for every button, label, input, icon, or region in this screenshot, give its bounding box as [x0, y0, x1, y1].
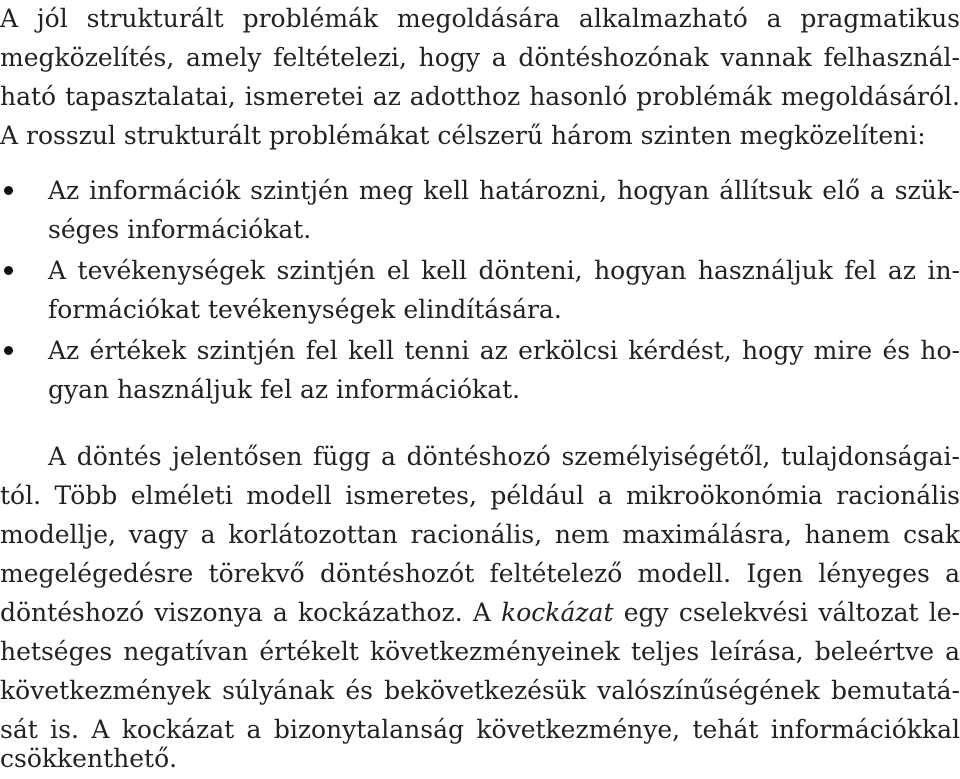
- intro-line-2: megközelítés, amely feltételezi, hogy a döntéshozónak vannak felhasznál-: [0, 43, 960, 72]
- term-kockazat: kockázat: [501, 598, 614, 627]
- paragraph-2-line-6: hetséges negatívan értékelt következményeinek teljes leírása, beleértve a: [0, 637, 960, 666]
- paragraph-2-line-3: modellje, vagy a korlátozottan racionális, nem maximálásra, hanem csak: [0, 520, 960, 549]
- paragraph-2-line-7: következmények súlyának és bekövetkezésük valószínűségének bemutatá-: [0, 676, 960, 705]
- bullet-2-line-2: formációkat tevékenységek elindítására.: [48, 295, 562, 324]
- paragraph-2-line-8: sát is. A kockázat a bizonytalanság következménye, tehát információkkal: [0, 715, 960, 744]
- paragraph-2-line-1: A döntés jelentősen függ a döntéshozó személyiségétől, tulajdonságai-: [48, 442, 960, 471]
- bullet-icon: [4, 266, 13, 275]
- paragraph-2-line-2: tól. Több elméleti modell ismeretes, például a mikroökonómia racionális: [0, 481, 960, 510]
- line-5-tail-text: egy cselekvési változat le-: [613, 598, 960, 627]
- paragraph-2-line-9: csökkenthető.: [0, 744, 178, 773]
- intro-line-4: A rosszul strukturált problémákat célszerű három szinten megközelíteni:: [0, 121, 926, 150]
- bullet-1-line-2: séges információkat.: [48, 215, 312, 244]
- intro-line-1: A jól strukturált problémák megoldására alkalmazható a pragmatikus: [0, 4, 960, 33]
- bullet-2-line-1: A tevékenységek szintjén el kell dönteni, hogyan használjuk fel az in-: [48, 256, 960, 285]
- paragraph-2-line-4: megelégedésre törekvő döntéshozót feltételező modell. Igen lényeges a: [0, 559, 960, 588]
- line-5-lead-text: döntéshozó viszonya a kockázathoz. A: [0, 598, 502, 627]
- bullet-3-line-2: gyan használjuk fel az információkat.: [48, 375, 521, 404]
- bullet-icon: [4, 186, 13, 195]
- bullet-1-line-1: Az információk szintjén meg kell határozni, hogyan állítsuk elő a szük-: [48, 176, 960, 205]
- intro-line-3: ható tapasztalatai, ismeretei az adotthoz hasonló problémák megoldásáról.: [0, 82, 960, 111]
- bullet-icon: [4, 346, 13, 355]
- bullet-3-line-1: Az értékek szintjén fel kell tenni az erkölcsi kérdést, hogy mire és ho-: [48, 336, 960, 365]
- paragraph-2-line-5: [0, 594, 960, 632]
